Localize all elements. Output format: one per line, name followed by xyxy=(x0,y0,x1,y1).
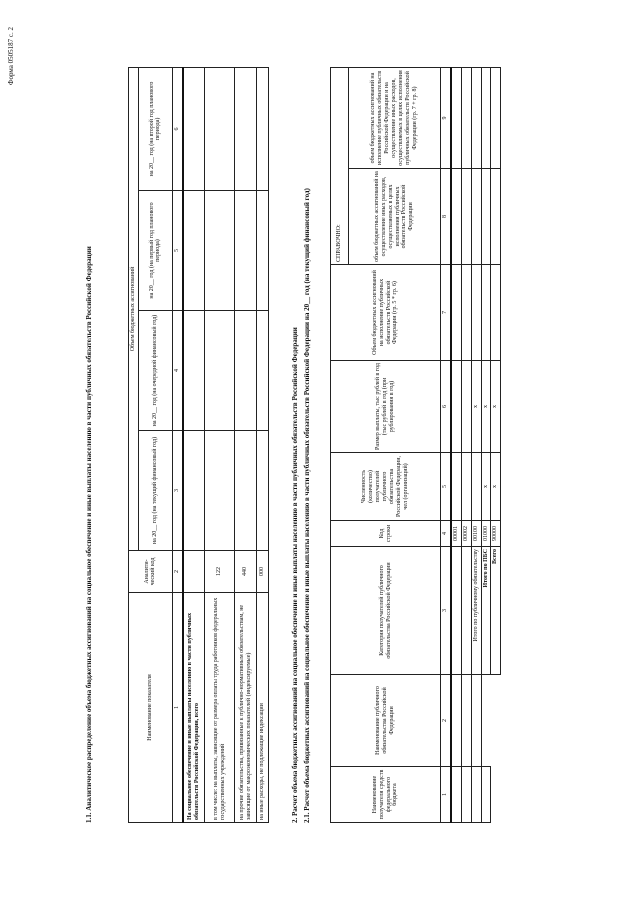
cell[interactable] xyxy=(471,68,481,169)
budget-calculation-table xyxy=(330,67,501,823)
table-row xyxy=(205,67,235,822)
cell[interactable] xyxy=(481,68,491,169)
header-total-volume: объем бюджетных ассигнований на исполнение публичных обязательств Российской Федерации и на осуществление иных расходов, осуществляемых в целях исполнения публичных обязательств Российской Федерации (гр. 7 + гр. 8) xyxy=(349,68,441,169)
col-number: 1 xyxy=(172,593,182,823)
cell[interactable] xyxy=(481,265,491,361)
col-number: 2 xyxy=(441,675,451,767)
header-other-expenses: объем бюджетных ассигнований на осуществление иных расходов, осуществляемых в целях исполнения публичных обязательств Российской Федерации xyxy=(349,169,441,265)
cell[interactable] xyxy=(235,191,257,311)
line-code: 90000 xyxy=(491,521,501,547)
cell[interactable] xyxy=(205,67,235,190)
header-year-plan2: на 20__ год (на второй год планового периода) xyxy=(138,67,172,190)
col-number: 5 xyxy=(172,191,182,311)
cell[interactable] xyxy=(257,431,269,551)
total-pbs-row xyxy=(481,68,491,823)
cell[interactable] xyxy=(451,767,461,823)
col-number: 9 xyxy=(441,68,451,169)
cell[interactable] xyxy=(461,453,471,521)
cell[interactable] xyxy=(491,169,501,265)
section-2-title: 2. Расчет объема бюджетных ассигнований на социальное обеспечение и иные выплаты населению в части публичных обязательств Российской Федерации xyxy=(291,327,299,823)
row-code: 000 xyxy=(257,551,269,593)
table-row xyxy=(183,67,205,822)
cell[interactable] xyxy=(183,311,205,431)
cell[interactable] xyxy=(235,67,257,190)
col-number: 5 xyxy=(441,453,451,521)
grand-total-label: Всего xyxy=(491,547,501,675)
cell[interactable] xyxy=(205,431,235,551)
cell[interactable] xyxy=(257,67,269,190)
header-reference: СПРАВОЧНО: xyxy=(331,68,349,265)
header-year-current: на 20__ год (на текущий финансовый год) xyxy=(138,431,172,551)
line-code: 00100 xyxy=(471,521,481,547)
header-budget-volume: Объем бюджетных ассигнований xyxy=(129,67,139,550)
header-line-code: Код строки xyxy=(331,521,441,547)
cell[interactable] xyxy=(257,191,269,311)
cell[interactable] xyxy=(481,767,491,823)
cell[interactable] xyxy=(461,361,471,453)
header-count: Численность (количество) получателей публичного обязательства Российской Федерации, чел (организаций) xyxy=(331,453,441,521)
cell[interactable] xyxy=(183,67,205,190)
row-code: 440 xyxy=(235,551,257,593)
cell[interactable] xyxy=(451,675,461,767)
row-code xyxy=(183,551,205,593)
table-row xyxy=(461,68,471,823)
header-payment-size: Размер выплаты, тыс рублей в год (тыс рублей в год (при рублирования в год) xyxy=(331,361,441,453)
section-2-1-title: 2.1. Расчет объема бюджетных ассигнований на социальное обеспечение и иные выплаты населению в части публичных обязательств Российской Федерации на 20__ год (на текущий финансовый год) xyxy=(303,188,311,823)
cell[interactable] xyxy=(451,169,461,265)
cell[interactable] xyxy=(205,311,235,431)
header-category: Категория получателей публичного обязательства Российской Федерации xyxy=(331,547,441,675)
cell[interactable] xyxy=(491,265,501,361)
cell[interactable] xyxy=(471,767,481,823)
col-number: 3 xyxy=(441,547,451,675)
cell[interactable] xyxy=(461,265,471,361)
x-mark: x xyxy=(481,453,491,521)
header-obligation-volume: Объем бюджетных ассигнований на исполнение публичных обязательств Российской Федерации (гр. 5 * гр. 6) xyxy=(331,265,441,361)
cell[interactable] xyxy=(461,675,471,767)
cell[interactable] xyxy=(451,547,461,675)
cell[interactable] xyxy=(491,68,501,169)
row-name: На социальное обеспечение и иные выплаты населению в части публичных обязательств Российской Федерации, всего xyxy=(183,593,205,823)
grand-total-row xyxy=(491,68,501,823)
table-row xyxy=(235,67,257,822)
cell[interactable] xyxy=(471,675,481,767)
row-name: на прочие обязательства, привязанные к публично-нормативным обязательствам, не зависящие от макроэкономических показателей (индексируемые) xyxy=(235,593,257,823)
x-mark: x xyxy=(491,361,501,453)
cell[interactable] xyxy=(205,191,235,311)
cell[interactable] xyxy=(461,547,471,675)
cell[interactable] xyxy=(451,361,461,453)
cell[interactable] xyxy=(235,311,257,431)
form-label: Форма 0505187 с. 2 xyxy=(7,26,15,85)
col-number: 4 xyxy=(441,521,451,547)
row-code: 122 xyxy=(205,551,235,593)
row-name: в том числе: на выплаты, зависящие от размера оплаты труда работников федеральных государственных учреждений xyxy=(205,593,235,823)
cell[interactable] xyxy=(461,68,471,169)
table-row xyxy=(257,67,269,822)
cell[interactable] xyxy=(471,453,481,521)
cell[interactable] xyxy=(235,431,257,551)
cell[interactable] xyxy=(451,453,461,521)
header-analytic-code: Аналити-ческий код xyxy=(129,551,173,593)
line-code: 00001 xyxy=(451,521,461,547)
analytic-distribution-table xyxy=(128,67,269,823)
col-number: 7 xyxy=(441,265,451,361)
col-number: 4 xyxy=(172,311,182,431)
cell[interactable] xyxy=(471,169,481,265)
line-code: 00002 xyxy=(461,521,471,547)
cell[interactable] xyxy=(257,311,269,431)
header-indicator-name: Наименование показателя xyxy=(129,593,173,823)
cell[interactable] xyxy=(183,431,205,551)
cell[interactable] xyxy=(451,265,461,361)
section-1-title: 1.1. Аналитическое распределение объема бюджетных ассигнований на социальное обеспечение и иные выплаты населению в части публичных обязательств Российской Федерации xyxy=(85,246,93,823)
cell[interactable] xyxy=(471,265,481,361)
cell[interactable] xyxy=(481,169,491,265)
subtotal-row xyxy=(471,68,481,823)
header-recipient: Наименование получателя средств федерального бюджета xyxy=(331,767,441,823)
col-number: 6 xyxy=(172,67,182,190)
header-year-next: на 20__ год (на очередной финансовый год) xyxy=(138,311,172,431)
col-number: 8 xyxy=(441,169,451,265)
cell[interactable] xyxy=(451,68,461,169)
x-mark: x xyxy=(471,361,481,453)
col-number: 2 xyxy=(172,551,182,593)
col-number: 6 xyxy=(441,361,451,453)
total-pbs-label: Итого по ПБС xyxy=(481,547,491,675)
cell[interactable] xyxy=(461,169,471,265)
line-code: 01000 xyxy=(481,521,491,547)
x-mark: x xyxy=(481,361,491,453)
row-name: на иные расходы, не подлежащие индексации xyxy=(257,593,269,823)
subtotal-label: Итого по публичному обязательству xyxy=(471,547,481,675)
x-mark: x xyxy=(491,453,501,521)
col-number: 1 xyxy=(441,767,451,823)
cell[interactable] xyxy=(183,191,205,311)
col-number: 3 xyxy=(172,431,182,551)
header-year-plan1: на 20__ год (на первый год планового периода) xyxy=(138,191,172,311)
header-obligation: Наименование публичного обязательства Российской Федерации xyxy=(331,675,441,767)
table-row xyxy=(451,68,461,823)
cell[interactable] xyxy=(461,767,471,823)
